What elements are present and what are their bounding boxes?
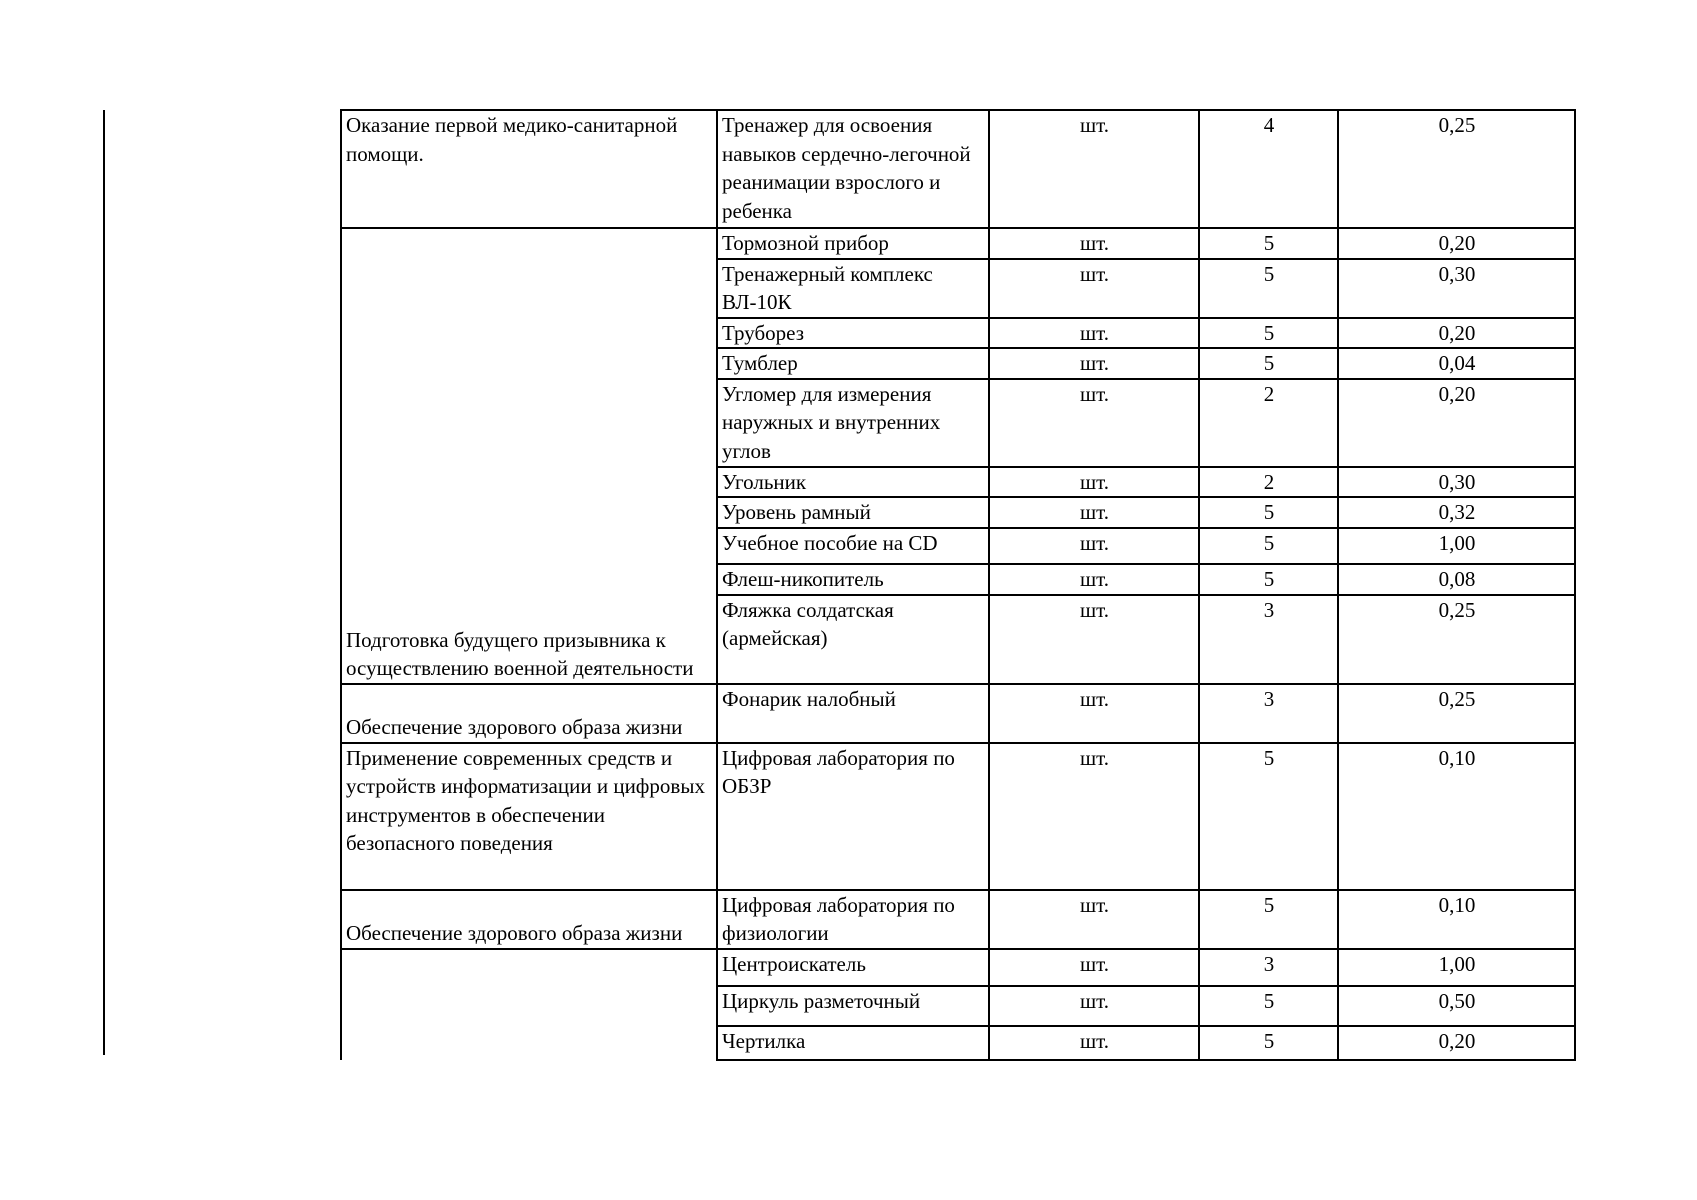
item-name-cell: Учебное пособие на CD bbox=[717, 528, 989, 564]
coefficient-cell: 0,20 bbox=[1338, 379, 1575, 467]
item-name-cell: Цифровая лаборатория по ОБЗР bbox=[717, 743, 989, 890]
coefficient-cell: 0,25 bbox=[1338, 110, 1575, 228]
quantity-cell: 5 bbox=[1199, 890, 1338, 949]
quantity-cell: 5 bbox=[1199, 986, 1338, 1026]
coefficient-cell: 0,30 bbox=[1338, 259, 1575, 318]
section-cell: Оказание первой медико-санитарной помощи. bbox=[341, 110, 717, 228]
unit-cell: шт. bbox=[989, 743, 1199, 890]
coefficient-cell: 0,30 bbox=[1338, 467, 1575, 498]
unit-cell: шт. bbox=[989, 986, 1199, 1026]
item-name-cell: Центроискатель bbox=[717, 949, 989, 986]
quantity-cell: 5 bbox=[1199, 528, 1338, 564]
quantity-cell: 5 bbox=[1199, 228, 1338, 259]
unit-cell: шт. bbox=[989, 684, 1199, 743]
unit-cell: шт. bbox=[989, 379, 1199, 467]
section-cell bbox=[341, 949, 717, 1060]
quantity-cell: 3 bbox=[1199, 684, 1338, 743]
quantity-cell: 5 bbox=[1199, 1026, 1338, 1060]
unit-cell: шт. bbox=[989, 110, 1199, 228]
unit-cell: шт. bbox=[989, 1026, 1199, 1060]
coefficient-cell: 1,00 bbox=[1338, 528, 1575, 564]
table-row bbox=[341, 110, 1575, 228]
coefficient-cell: 0,25 bbox=[1338, 684, 1575, 743]
item-name-cell: Тумблер bbox=[717, 348, 989, 379]
quantity-cell: 2 bbox=[1199, 379, 1338, 467]
item-name-cell: Уровень рамный bbox=[717, 497, 989, 528]
table-row bbox=[341, 890, 1575, 949]
unit-cell: шт. bbox=[989, 564, 1199, 595]
quantity-cell: 5 bbox=[1199, 259, 1338, 318]
unit-cell: шт. bbox=[989, 890, 1199, 949]
item-name-cell: Цифровая лаборатория по физиологии bbox=[717, 890, 989, 949]
coefficient-cell: 0,04 bbox=[1338, 348, 1575, 379]
quantity-cell: 5 bbox=[1199, 743, 1338, 890]
coefficient-cell: 0,08 bbox=[1338, 564, 1575, 595]
item-name-cell: Флеш-никопитель bbox=[717, 564, 989, 595]
item-name-cell: Угольник bbox=[717, 467, 989, 498]
quantity-cell: 4 bbox=[1199, 110, 1338, 228]
section-cell: Подготовка будущего призывника к осуществлению военной деятельности bbox=[341, 228, 717, 684]
quantity-cell: 5 bbox=[1199, 348, 1338, 379]
item-name-cell: Труборез bbox=[717, 318, 989, 349]
coefficient-cell: 1,00 bbox=[1338, 949, 1575, 986]
item-name-cell: Циркуль разметочный bbox=[717, 986, 989, 1026]
quantity-cell: 3 bbox=[1199, 595, 1338, 684]
coefficient-cell: 0,10 bbox=[1338, 890, 1575, 949]
unit-cell: шт. bbox=[989, 528, 1199, 564]
quantity-cell: 5 bbox=[1199, 497, 1338, 528]
section-cell: Обеспечение здорового образа жизни bbox=[341, 890, 717, 949]
table-row bbox=[341, 684, 1575, 743]
quantity-cell: 5 bbox=[1199, 564, 1338, 595]
section-cell: Применение современных средств и устройств информатизации и цифровых инструментов в обеспечении безопасного поведения bbox=[341, 743, 717, 890]
item-name-cell: Тормозной прибор bbox=[717, 228, 989, 259]
table-row bbox=[341, 228, 1575, 259]
coefficient-cell: 0,10 bbox=[1338, 743, 1575, 890]
item-name-cell: Чертилка bbox=[717, 1026, 989, 1060]
table-row bbox=[341, 949, 1575, 986]
section-cell: Обеспечение здорового образа жизни bbox=[341, 684, 717, 743]
coefficient-cell: 0,32 bbox=[1338, 497, 1575, 528]
coefficient-cell: 0,20 bbox=[1338, 228, 1575, 259]
page-margin-line bbox=[103, 110, 105, 1055]
item-name-cell: Тренажер для освоения навыков сердечно-легочной реанимации взрослого и ребенка bbox=[717, 110, 989, 228]
coefficient-cell: 0,20 bbox=[1338, 318, 1575, 349]
coefficient-cell: 0,25 bbox=[1338, 595, 1575, 684]
unit-cell: шт. bbox=[989, 228, 1199, 259]
table-row bbox=[341, 743, 1575, 890]
unit-cell: шт. bbox=[989, 318, 1199, 349]
unit-cell: шт. bbox=[989, 259, 1199, 318]
unit-cell: шт. bbox=[989, 467, 1199, 498]
item-name-cell: Фляжка солдатская (армейская) bbox=[717, 595, 989, 684]
unit-cell: шт. bbox=[989, 497, 1199, 528]
quantity-cell: 3 bbox=[1199, 949, 1338, 986]
unit-cell: шт. bbox=[989, 348, 1199, 379]
quantity-cell: 5 bbox=[1199, 318, 1338, 349]
item-name-cell: Тренажерный комплекс ВЛ-10К bbox=[717, 259, 989, 318]
equipment-table bbox=[340, 109, 1576, 1061]
item-name-cell: Угломер для измерения наружных и внутренних углов bbox=[717, 379, 989, 467]
item-name-cell: Фонарик налобный bbox=[717, 684, 989, 743]
unit-cell: шт. bbox=[989, 595, 1199, 684]
quantity-cell: 2 bbox=[1199, 467, 1338, 498]
coefficient-cell: 0,50 bbox=[1338, 986, 1575, 1026]
coefficient-cell: 0,20 bbox=[1338, 1026, 1575, 1060]
unit-cell: шт. bbox=[989, 949, 1199, 986]
